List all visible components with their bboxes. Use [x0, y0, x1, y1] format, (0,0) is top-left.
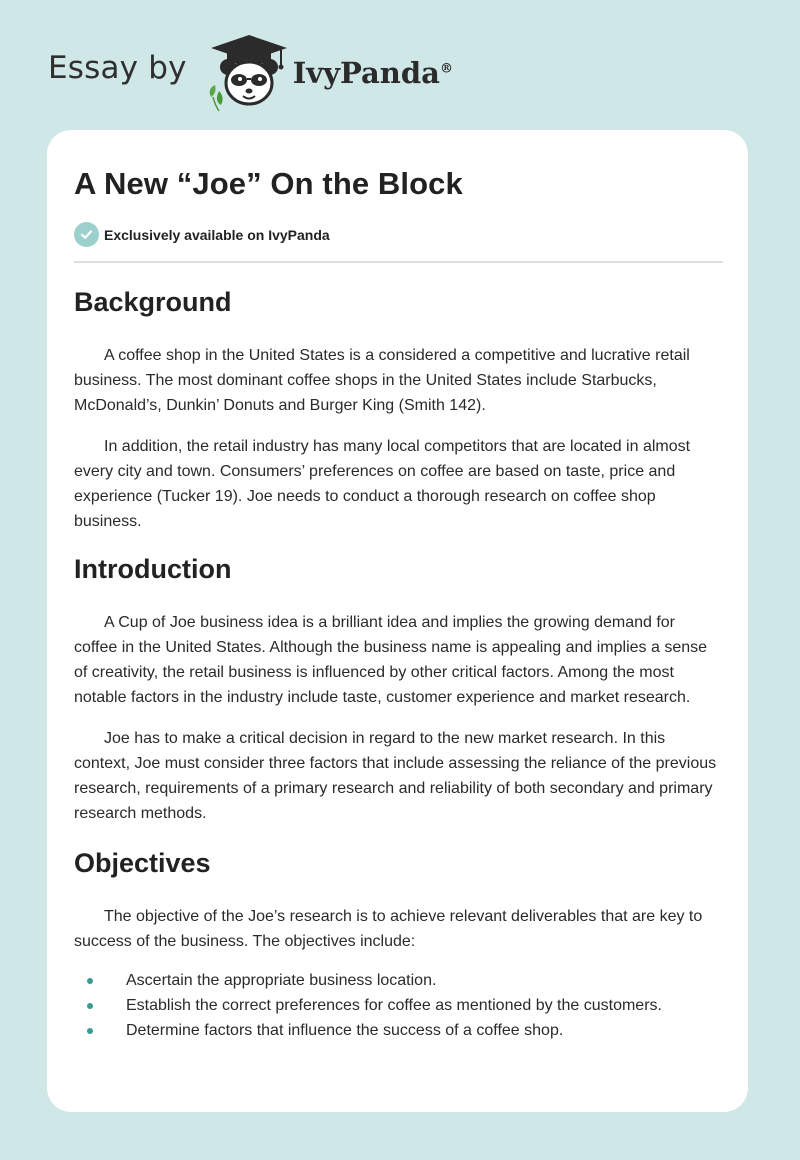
list-item: Establish the correct preferences for coffee as mentioned by the customers.	[74, 993, 721, 1018]
title-divider	[74, 261, 723, 263]
section-heading-background: Background	[74, 287, 232, 317]
objectives-list	[74, 968, 721, 1043]
exclusive-badge	[74, 222, 721, 247]
list-item: Determine factors that influence the success of a coffee shop.	[74, 1018, 721, 1043]
brand-name[interactable]: IvyPanda®	[292, 56, 453, 90]
registered-mark: ®	[439, 61, 453, 77]
site-header	[48, 34, 648, 114]
essay-title: A New “Joe” On the Block	[74, 166, 463, 201]
paragraph: Joe has to make a critical decision in regard to the new market research. In this context, Joe must consider three factors that include assessing the reliance of the previous research, requirements of a primary research and reliability of both secondary and primary research methods.	[74, 730, 717, 822]
check-icon	[74, 222, 99, 247]
bullet-icon	[87, 978, 93, 984]
bullet-icon	[87, 1028, 93, 1034]
paragraph: The objective of the Joe’s research is to achieve relevant deliverables that are key to success of the business. The objectives include:	[74, 908, 703, 950]
section-heading-introduction: Introduction	[74, 554, 232, 584]
essay-card	[47, 130, 748, 1112]
section-heading-objectives: Objectives	[74, 848, 211, 878]
paragraph: A coffee shop in the United States is a considered a competitive and lucrative retail business. The most dominant coffee shops in the United States include Starbucks, McDonald’s, Dunkin’ Donuts and Burger King (Smith 142).	[74, 347, 690, 414]
paragraph: In addition, the retail industry has many local competitors that are located in almost every city and town. Consumers’ preferences on coffee are based on taste, price and experience (Tucker 19). Joe needs to conduct a thorough research on coffee shop business.	[74, 438, 691, 530]
essay-by-label: Essay by	[48, 50, 187, 86]
panda-logo-icon[interactable]	[201, 31, 297, 111]
paragraph: A Cup of Joe business idea is a brilliant idea and implies the growing demand for coffee in the United States. Although the business name is appealing and implies a sense of creativity, the retail business is influenced by other critical factors. Among the most notable factors in the industry include taste, customer experience and market research.	[74, 614, 708, 706]
list-item: Ascertain the appropriate business location.	[74, 968, 721, 993]
exclusive-badge-label: Exclusively available on IvyPanda	[104, 226, 330, 243]
bullet-icon	[87, 1003, 93, 1009]
